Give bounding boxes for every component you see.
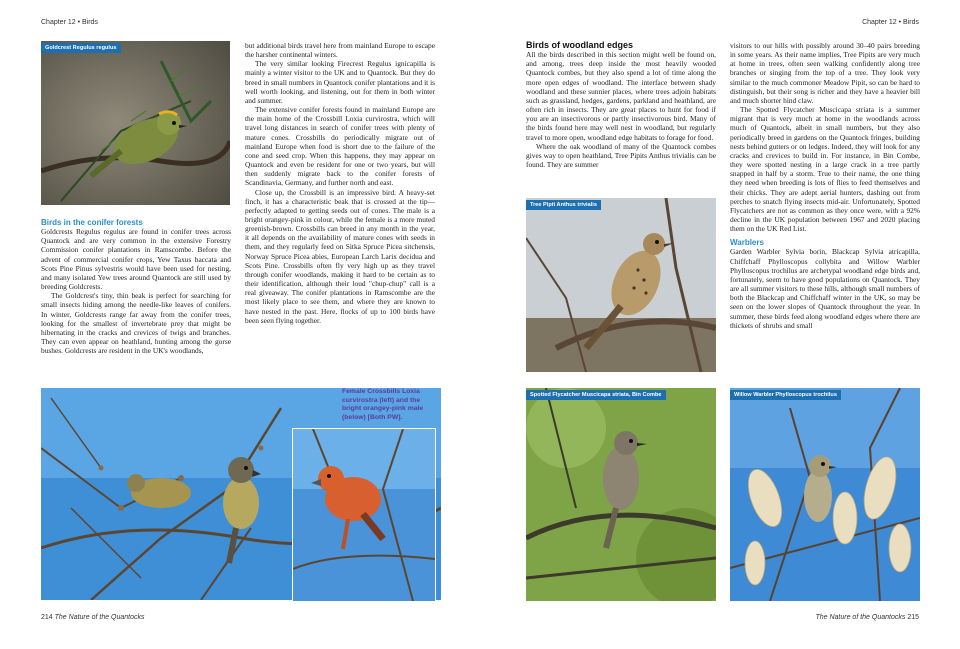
col2-paragraph-3: The extensive conifer forests found in mainland Europe are the main home of the Crossbill Loxia curvirostra, which will travel long distances in search of conifer trees with plenty of mature cones. Crossbills do periodically migrate out of mainland Europe when food is short due to the failure of the cone and seed crop. When this happens, they may appear on Quantock and even be resident for one or two years, but will then suddenly migrate back to the conifer forests of Scandinavia, Germany, and further north and east. <box>245 105 435 188</box>
right-page-number: 215 <box>907 614 919 621</box>
left-page-number: 214 <box>41 614 53 621</box>
col2-paragraph-1: but additional birds travel here from mainland Europe to escape the harsher continental winters. <box>245 41 435 60</box>
col3-paragraph-1: All the birds described in this section might well be found on, and among, trees deep inside the most heavily wooded Quantock combes, but they also spend a lot of time along the more open edges of woodland. The interface between shady woodland and these sunnier places, where trees adjoin habitats such as grassland, hedges, gardens, parkland and heathland, are often rich in insects. They are great places to hunt for food if you are an insectivorous or partly insectivorous bird. Many of the birds found here may well nest in woodland, but regularly travel to more open, woodland edge habitats to forage for food. <box>526 50 716 142</box>
conifer-heading: Birds in the conifer forests <box>41 218 143 227</box>
col4-paragraph-2: The Spotted Flycatcher Muscicapa striata is a summer migrant that is very much at home in the woodlands across much of Quantock, albeit in small numbers, but they also periodically breed in gardens on the Quantock fringes, building nests behind gutters or on ledges. Indeed, they will look for any cracks and crevices to build in. For instance, in Bin Combe, they were spotted nesting in a large crack in a tree partly snapped in half by a storm. True to their name, the one thing they need when breeding is lots of flies to feed themselves and their chicks. They are adept aerial hunters, dashing out from perches to snatch flying insects mid-air. Unfortunately, Spotted Flycatchers are not as common as they once were, with a 92% decline in the UK population between 1967 and 2020 placing them on the UK Red List. <box>730 105 920 234</box>
goldcrest-caption: Goldcrest Regulus regulus <box>41 43 121 53</box>
col4-paragraph-1: visitors to our hills with possibly around 30–40 pairs breeding in some years. As their name implies, Tree Pipits are very much at home in trees, often seen walking confidently along tree branches or singing from the top of a tree. They look very similar to the much commoner Meadow Pipit, so can be hard to distinguish, but their song is richer and they have a heavier bill and much shorter hind claw. <box>730 41 920 105</box>
col3-paragraph-2: Where the oak woodland of many of the Quantock combes gives way to open heathland, Tree Pipits Anthus trivialis can be found. They are summer <box>526 141 716 170</box>
col2-paragraph-2: The very similar looking Firecrest Regulus ignicapilla is mainly a winter visitor to the UK and to Quantock. But they do breed in small numbers in Quantock conifer plantations and it is well worth looking, and listening, out for them in both winter and summer. <box>245 59 435 105</box>
spotted-flycatcher-photo <box>526 388 716 601</box>
willow-warbler-illustration <box>730 388 920 601</box>
col2-paragraph-4: Close up, the Crossbill is an impressive bird. A heavy-set finch, it has a characteristic beak that is crossed at the tip—perfectly adapted to getting seeds out of cones. The male is a bright orangey-pink in colour, while the female is a more muted greenish-brown. Crossbills can breed in any month in the year, it all depends on the availability of mature cones with seeds in them, and they regularly feed on Sitka Spruce Picea sitchensis, Norway Spruce Picea abies, European Larch Larix decidua and Scots Pine. Crossbills often fly very high up as they travel through conifer woodlands, making it hard to be certain as to their identification, although their loud "chup-chup" call is a real giveaway. The conifer plantations in Ramscombe are the most likely place to see them, and where they are known to have nested in the past. Here, flocks of up to 100 birds have been seen flying together. <box>245 187 435 325</box>
left-book-title: The Nature of the Quantocks <box>54 614 145 621</box>
willow-warbler-caption: Willow Warbler Phylloscopus trochilus <box>730 390 841 400</box>
left-page-header: Chapter 12 • Birds <box>41 19 98 26</box>
right-page-header: Chapter 12 • Birds <box>862 19 919 26</box>
crossbill-male-photo <box>292 428 436 602</box>
woodland-edges-heading: Birds of woodland edges <box>526 40 634 50</box>
tree-pipit-photo <box>526 198 716 372</box>
willow-warbler-photo <box>730 388 920 601</box>
tree-pipit-caption: Tree Pipit Anthus trivialis <box>526 200 601 210</box>
left-page-footer <box>41 614 145 621</box>
tree-pipit-illustration <box>526 198 716 372</box>
col1-paragraph-1: Goldcrests Regulus regulus are found in conifer trees across Quantock and are very common in the extensive Forestry Commission conifer plantations in Ramscombe. Before the advent of commercial conifer crops, Yew Taxus baccata and Scots Pine Pinus sylvestris would have been used for nesting, and many isolated Yew trees around Quantock are still used by breeding Goldcrests. <box>41 227 231 292</box>
right-page-footer <box>815 614 919 621</box>
crossbill-male-illustration <box>293 429 435 601</box>
spotted-flycatcher-illustration <box>526 388 716 601</box>
warblers-heading: Warblers <box>730 238 764 248</box>
column-1 <box>41 218 231 355</box>
right-book-title: The Nature of the Quantocks <box>815 614 906 621</box>
col1-paragraph-2: The Goldcrest's tiny, thin beak is perfect for searching for small insects hiding among the needle-like leaves of conifers. In winter, Goldcrests range far away from the conifer trees, looking for the smallest of invertebrate prey that might be hibernating in the cracks and crevices of twigs and branches. They can even appear on heathland, hunting among the gorse bushes. Goldcrests are resident in the UK's woodlands, <box>41 291 231 356</box>
column-4 <box>730 41 920 330</box>
column-3 <box>526 41 716 169</box>
col4-paragraph-3: Garden Warbler Sylvia borin, Blackcap Sylvia atricapilla, Chiffchaff Phylloscopus collybita and Willow Warbler Phylloscopus trochilus are archetypal woodland edge birds and, fortunately, seem to have good populations on Quantock. They are all summer visitors to these hills, although small numbers of both the Blackcap and Chiffchaff winter in the UK, so may be seen on the lower slopes of Quantock throughout the year. In summer, these birds feed along woodland edges where there are thickets of shrubs and small <box>730 247 920 330</box>
spotted-flycatcher-caption: Spotted Flycatcher Muscicapa striata, Bin Combe <box>526 390 666 400</box>
crossbill-caption: Female Crossbills Loxia curvirostra (left) and the bright orangey-pink male (below) [Both PW]. <box>342 388 424 421</box>
goldcrest-photo <box>41 41 230 205</box>
column-2 <box>245 41 435 325</box>
goldcrest-illustration <box>41 41 230 205</box>
